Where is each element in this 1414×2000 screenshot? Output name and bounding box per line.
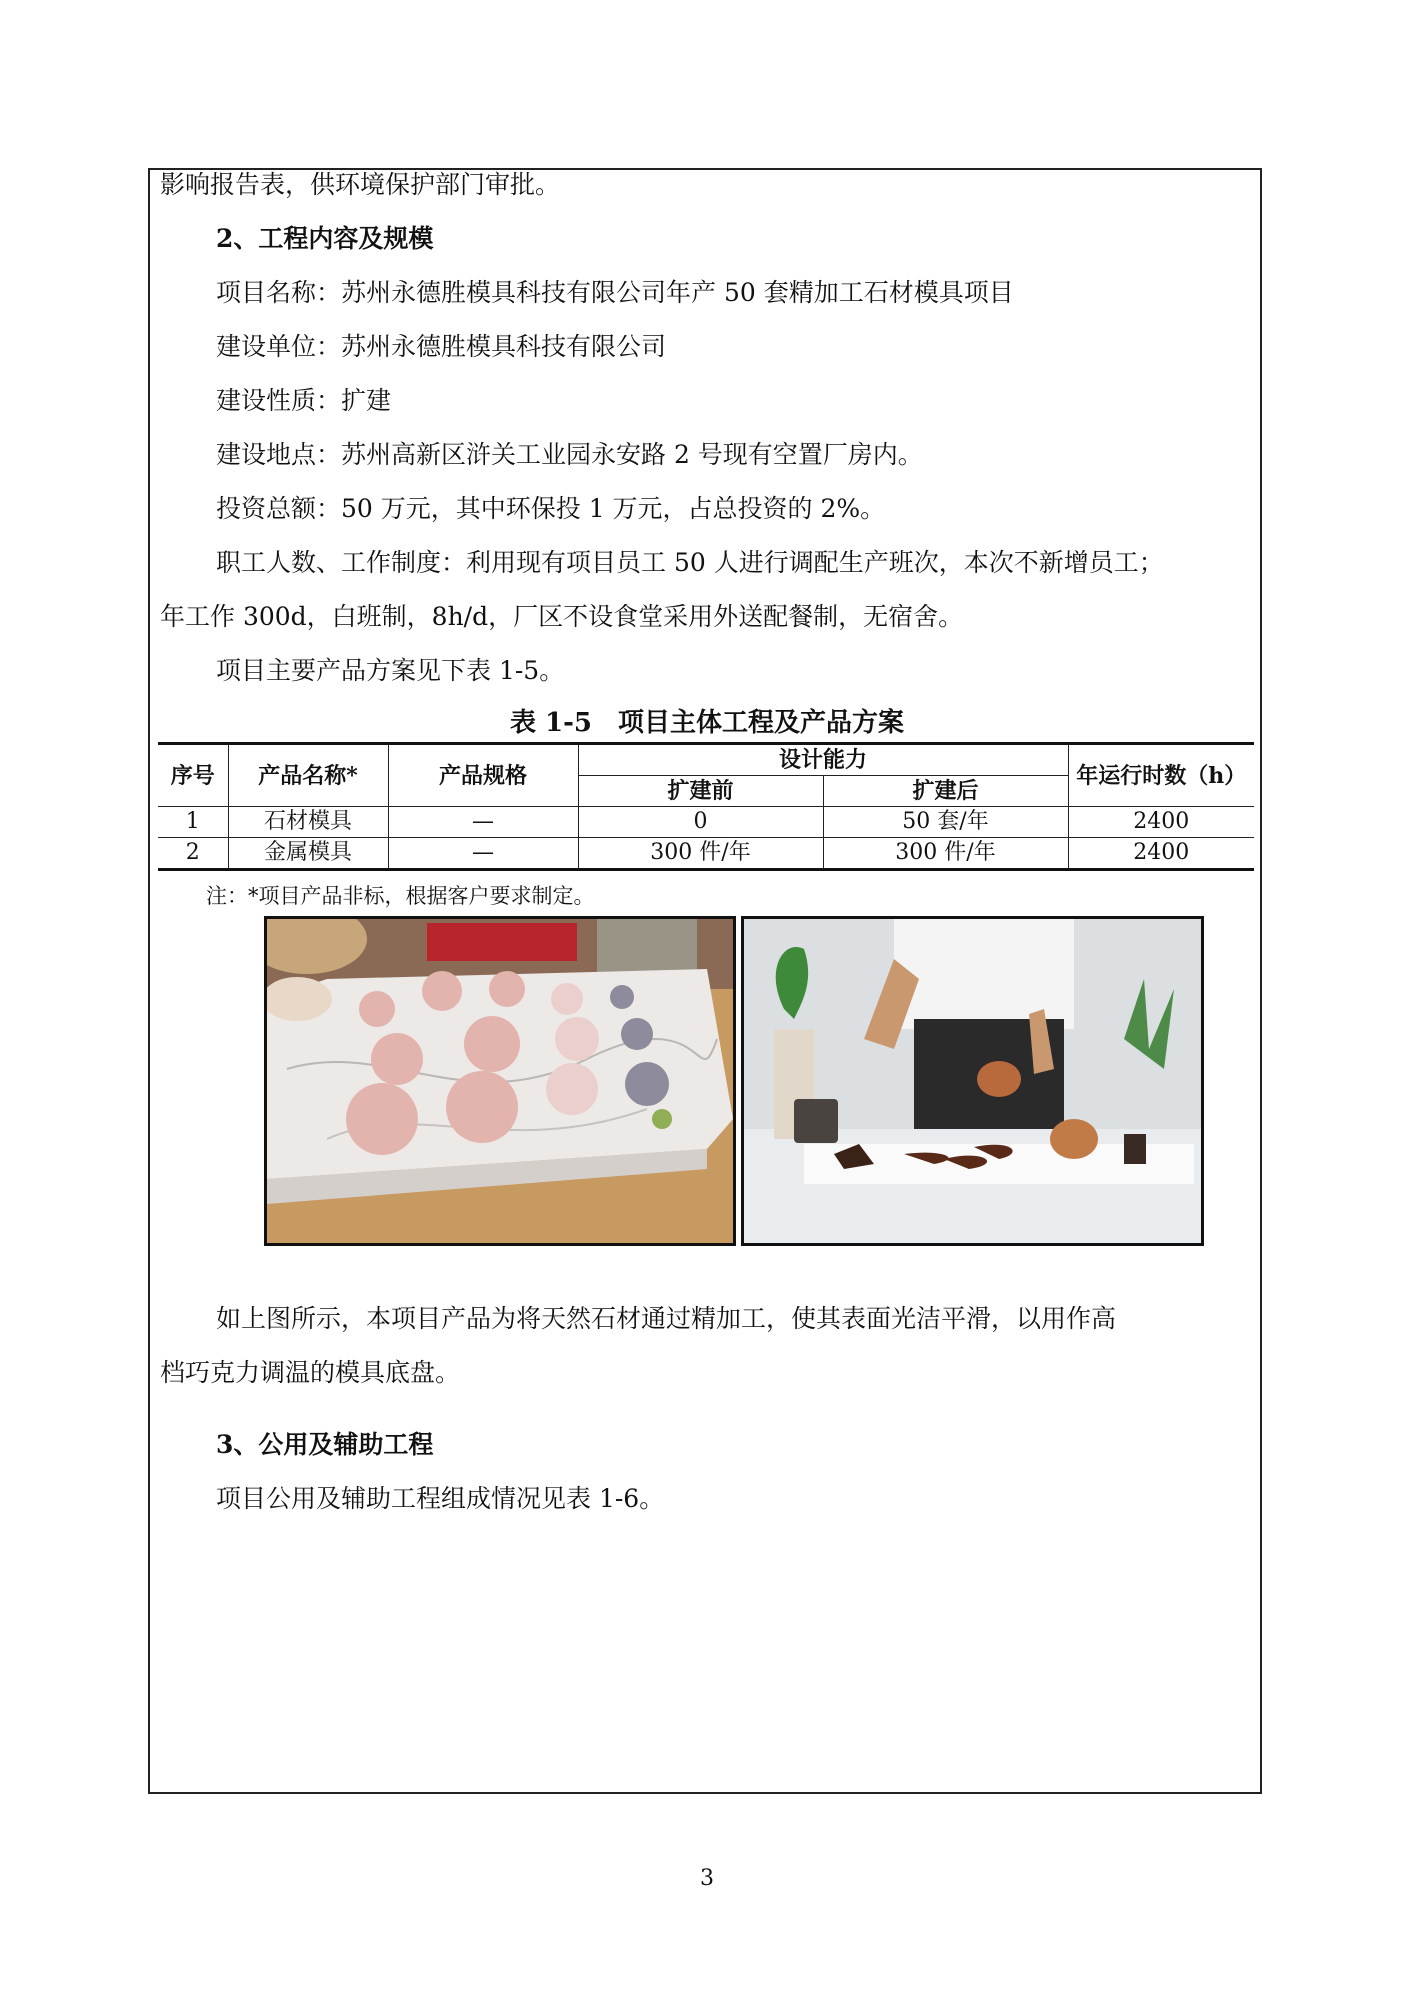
table-caption: 表 1-5 项目主体工程及产品方案 [509,708,905,738]
construction-unit: 建设单位：苏州永德胜模具科技有限公司 [216,332,667,361]
header-after: 扩建后 [823,776,1068,807]
total-investment: 投资总额：50 万元，其中环保投 1 万元，占总投资的 2%。 [216,494,886,523]
staff-line-1: 职工人数、工作制度：利用现有项目员工 50 人进行调配生产班次，本次不新增员工； [216,548,1164,577]
header-product-spec: 产品规格 [388,744,578,807]
header-product-name: 产品名称* [228,744,388,807]
construction-site: 建设地点：苏州高新区浒关工业园永安路 2 号现有空置厂房内。 [216,440,923,469]
cell-spec: — [388,807,578,838]
photo-marble-slab-flowers [264,916,736,1246]
aux-engineering-ref: 项目公用及辅助工程组成情况见表 1-6。 [216,1484,665,1513]
photo-chocolate-tempering [741,916,1204,1246]
product-table [158,742,1254,871]
header-seq: 序号 [158,744,228,807]
section-heading-3: 3、公用及辅助工程 [216,1430,434,1459]
cell-hours: 2400 [1068,838,1254,870]
staff-line-2: 年工作 300d，白班制，8h/d，厂区不设食堂采用外送配餐制，无宿舍。 [160,602,964,631]
cell-after: 50 套/年 [823,807,1068,838]
cell-hours: 2400 [1068,807,1254,838]
table-note: 注：*项目产品非标，根据客户要求制定。 [206,884,595,908]
chocolate-tempering-illustration [744,919,1201,1243]
section-heading-2: 2、工程内容及规模 [216,224,434,253]
table-row [158,807,1254,838]
header-design-capacity: 设计能力 [578,744,1068,776]
page-number: 3 [700,1866,714,1891]
construction-nature: 建设性质：扩建 [216,386,392,415]
product-plan-ref: 项目主要产品方案见下表 1-5。 [216,656,565,685]
table-row [158,838,1254,870]
cell-before: 0 [578,807,823,838]
cell-name: 金属模具 [228,838,388,870]
cell-after: 300 件/年 [823,838,1068,870]
cell-seq: 2 [158,838,228,870]
cell-spec: — [388,838,578,870]
cell-before: 300 件/年 [578,838,823,870]
marble-flowers-illustration [267,919,733,1243]
description-line-2: 档巧克力调温的模具底盘。 [160,1358,461,1387]
header-before: 扩建前 [578,776,823,807]
cell-seq: 1 [158,807,228,838]
cell-name: 石材模具 [228,807,388,838]
text-line-intro: 影响报告表，供环境保护部门审批。 [160,170,561,199]
project-name: 项目名称：苏州永德胜模具科技有限公司年产 50 套精加工石材模具项目 [216,278,1014,307]
header-annual-hours: 年运行时数（h） [1068,744,1254,807]
description-line-1: 如上图所示，本项目产品为将天然石材通过精加工，使其表面光洁平滑，以用作高 [216,1304,1117,1333]
